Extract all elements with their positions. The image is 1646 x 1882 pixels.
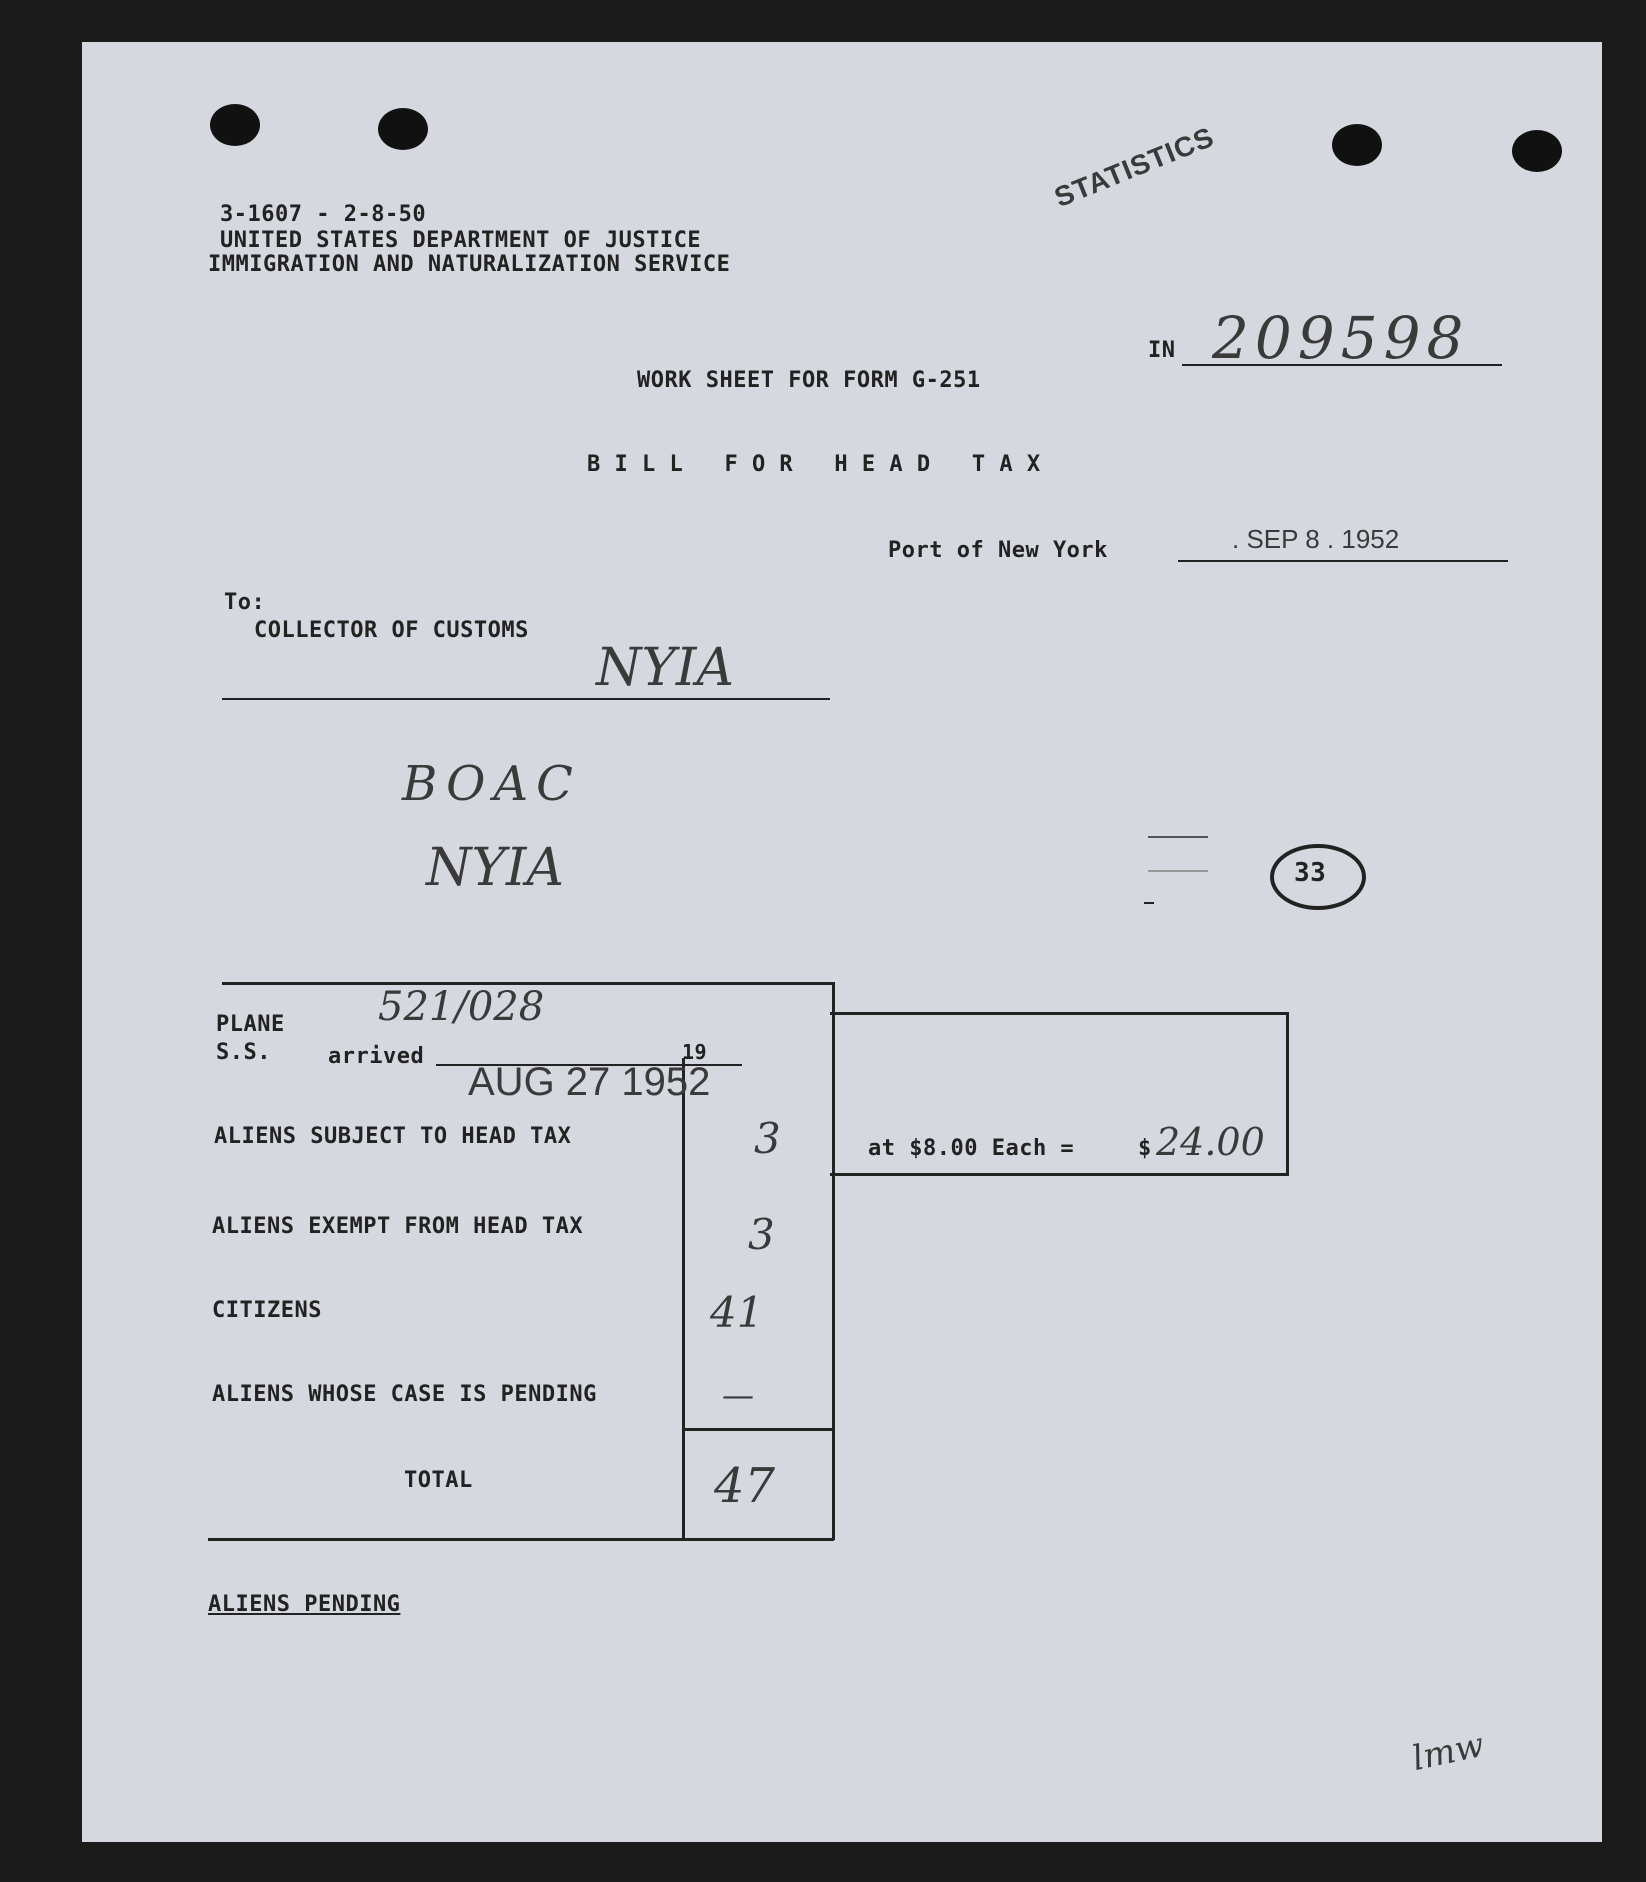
aliens-pending-heading: ALIENS PENDING: [208, 1592, 401, 1617]
date-underline: [1178, 560, 1508, 562]
row-value-pending: —: [722, 1376, 754, 1414]
punch-hole: [210, 104, 260, 146]
in-label: IN: [1148, 338, 1176, 363]
ss-label: S.S.: [216, 1040, 271, 1065]
plane-label: PLANE: [216, 1012, 285, 1037]
collector-of-customs: COLLECTOR OF CUSTOMS: [254, 618, 529, 643]
to-label: To:: [224, 590, 266, 615]
date-stamp: . SEP 8 . 1952: [1232, 524, 1400, 554]
dash-mark: [1148, 836, 1208, 838]
handwritten-nyia-2: NYIA: [426, 838, 564, 898]
arrived-label: arrived: [328, 1044, 425, 1069]
year-prefix: 19: [682, 1040, 708, 1064]
department-name: UNITED STATES DEPARTMENT OF JUSTICE: [220, 228, 702, 253]
rate-text: at $8.00 Each =: [868, 1136, 1075, 1161]
document-sheet: [82, 42, 1602, 1842]
total-value: 47: [714, 1458, 776, 1514]
table-value-column-line: [682, 1058, 685, 1540]
form-reference: 3-1607 - 2-8-50: [220, 202, 427, 227]
service-name: IMMIGRATION AND NATURALIZATION SERVICE: [208, 252, 731, 277]
in-number: 209598: [1212, 304, 1470, 372]
collector-underline: [222, 698, 830, 700]
row-label-pending: ALIENS WHOSE CASE IS PENDING: [212, 1382, 597, 1407]
table-bottom-line: [208, 1538, 834, 1541]
rate-amount: 24.00: [1156, 1120, 1265, 1164]
row-value-subject: 3: [754, 1114, 781, 1163]
handwritten-initials: lmw: [1408, 1724, 1488, 1780]
table-total-line: [682, 1428, 834, 1431]
row-label-exempt: ALIENS EXEMPT FROM HEAD TAX: [212, 1214, 584, 1239]
total-label: TOTAL: [404, 1468, 473, 1493]
row-value-citizens: 41: [710, 1288, 764, 1337]
bill-title: B I L L F O R H E A D T A X: [587, 452, 1041, 477]
arrival-date-stamp: AUG 27 1952: [468, 1060, 711, 1104]
dash-mark: [1148, 870, 1208, 872]
punch-hole: [378, 108, 428, 150]
handwritten-nyia: NYIA: [596, 638, 734, 698]
row-value-exempt: 3: [748, 1210, 775, 1259]
statistics-stamp: STATISTICS: [1050, 120, 1219, 214]
handwritten-boac: BOAC: [402, 756, 581, 812]
handwritten-plane-number: 521/028: [378, 984, 545, 1030]
port-label: Port of New York: [888, 538, 1108, 563]
punch-hole: [1512, 130, 1562, 172]
dash-mark: [1144, 902, 1154, 904]
row-label-citizens: CITIZENS: [212, 1298, 322, 1323]
circled-number: [1270, 844, 1366, 910]
rate-dollar-sign: $: [1138, 1136, 1152, 1161]
circled-number-text: 33: [1294, 858, 1327, 888]
row-label-subject: ALIENS SUBJECT TO HEAD TAX: [214, 1124, 572, 1149]
punch-hole: [1332, 124, 1382, 166]
worksheet-title: WORK SHEET FOR FORM G-251: [637, 368, 981, 393]
